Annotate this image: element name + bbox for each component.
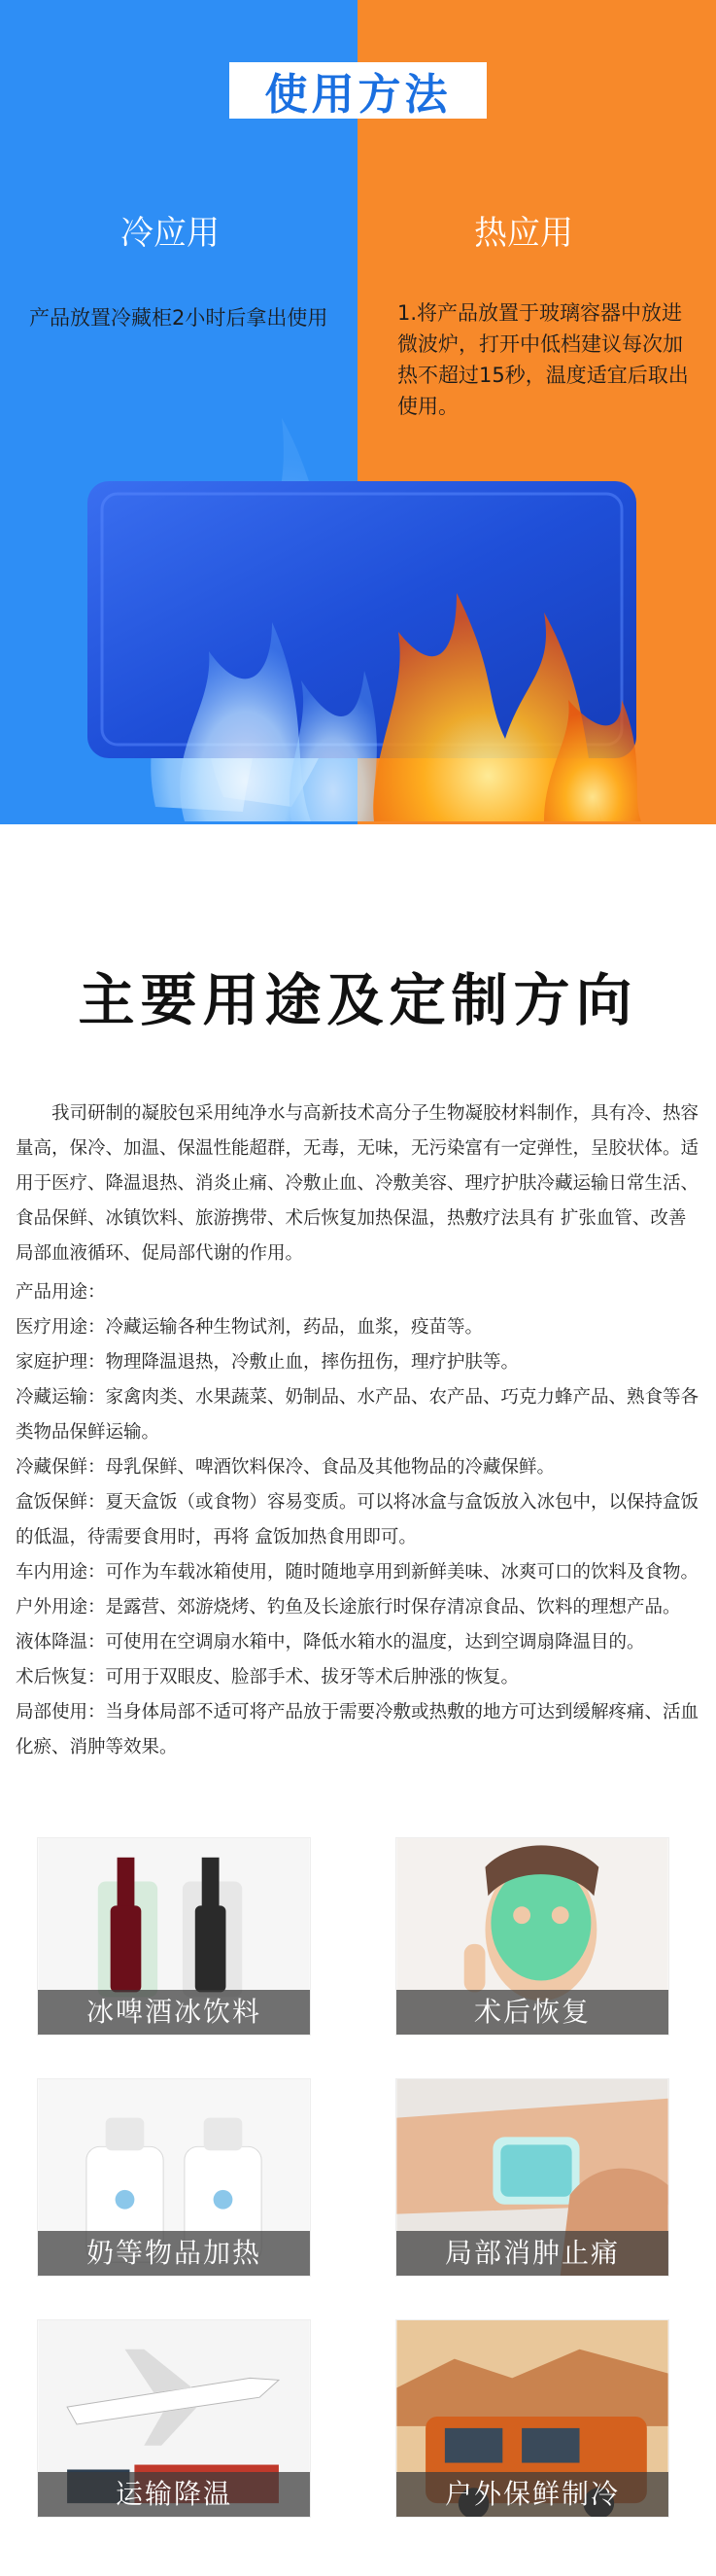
- application-grid: [0, 1837, 716, 2576]
- tile-caption: 户外保鲜制冷: [396, 2472, 668, 2517]
- use-item: 户外用途：是露营、郊游烧烤、钓鱼及长途旅行时保存清凉食品、饮料的理想产品。: [16, 1597, 681, 1618]
- uses-intro: 我司研制的凝胶包采用纯净水与高新技术高分子生物凝胶材料制作，具有冷、热容量高，保冷、加温、保温性能超群，无毒，无味，无污染富有一定弹性，呈胶状体。适用于医疗、降温退热、消炎止痛、冷敷止血、冷敷美容、理疗护肤冷藏运输日常生活、食品保鲜、冰镇饮料、旅游携带、术后恢复加热保温，热敷疗法具有 扩张血管、改善局部血液循环、促局部代谢的作用。: [16, 1103, 699, 1264]
- usage-section: [0, 0, 716, 824]
- cold-instructions: 产品放置冷藏柜2小时后拿出使用: [29, 306, 328, 330]
- tile-transport: [37, 2319, 311, 2518]
- tile-caption: 冰啤酒冰饮料: [38, 1990, 310, 2035]
- tile-caption: 运输降温: [38, 2472, 310, 2517]
- use-item: 盒饭保鲜：夏天盒饭（或食物）容易变质。可以将冰盒与盒饭放入冰包中，以保持盒饭的低温，待需要食用时，再将 盒饭加热食用即可。: [16, 1492, 699, 1548]
- uses-title: 主要用途及定制方向: [78, 967, 638, 1033]
- uses-list-heading: 产品用途：: [16, 1282, 106, 1303]
- use-item: 冷藏运输：家禽肉类、水果蔬菜、奶制品、水产品、农产品、巧克力蜂产品、熟食等各类物品保鲜运输。: [16, 1387, 699, 1443]
- tile-swelling: [395, 2078, 669, 2277]
- use-item: 医疗用途：冷藏运输各种生物试剂，药品，血浆，疫苗等。: [16, 1317, 484, 1338]
- tile-caption: 奶等物品加热: [38, 2231, 310, 2276]
- tile-milk: [37, 2078, 311, 2277]
- usage-title: 使用方法: [264, 70, 452, 120]
- use-item: 局部使用：当身体局部不适可将产品放于需要冷敷或热敷的地方可达到缓解疼痛、活血化瘀、消肿等效果。: [16, 1702, 699, 1758]
- usage-title-box: [229, 62, 487, 119]
- tile-caption: 局部消肿止痛: [396, 2231, 668, 2276]
- use-item: 车内用途：可作为车载冰箱使用，随时随地享用到新鲜美味、冰爽可口的饮料及食物。: [16, 1562, 699, 1583]
- use-item: 液体降温：可使用在空调扇水箱中，降低水箱水的温度，达到空调扇降温目的。: [16, 1632, 645, 1653]
- hot-instructions: 1.将产品放置于玻璃容器中放进微波炉，打开中低档建议每次加热不超过15秒，温度适宜后取出使用。: [397, 301, 689, 418]
- hot-heading: 热应用: [474, 214, 573, 253]
- tile-outdoor: [395, 2319, 669, 2518]
- tile-caption: 术后恢复: [396, 1990, 668, 2035]
- tile-recovery: [395, 1837, 669, 2036]
- use-item: 冷藏保鲜：母乳保鲜、啤酒饮料保冷、食品及其他物品的冷藏保鲜。: [16, 1457, 556, 1478]
- use-item: 术后恢复：可用于双眼皮、脸部手术、拔牙等术后肿涨的恢复。: [16, 1667, 520, 1688]
- uses-body: [0, 1097, 716, 1765]
- cold-heading: 冷应用: [120, 214, 220, 253]
- use-item: 家庭护理：物理降温退热，冷敷止血，摔伤扭伤，理疗护肤等。: [16, 1352, 520, 1373]
- tile-beer: [37, 1837, 311, 2036]
